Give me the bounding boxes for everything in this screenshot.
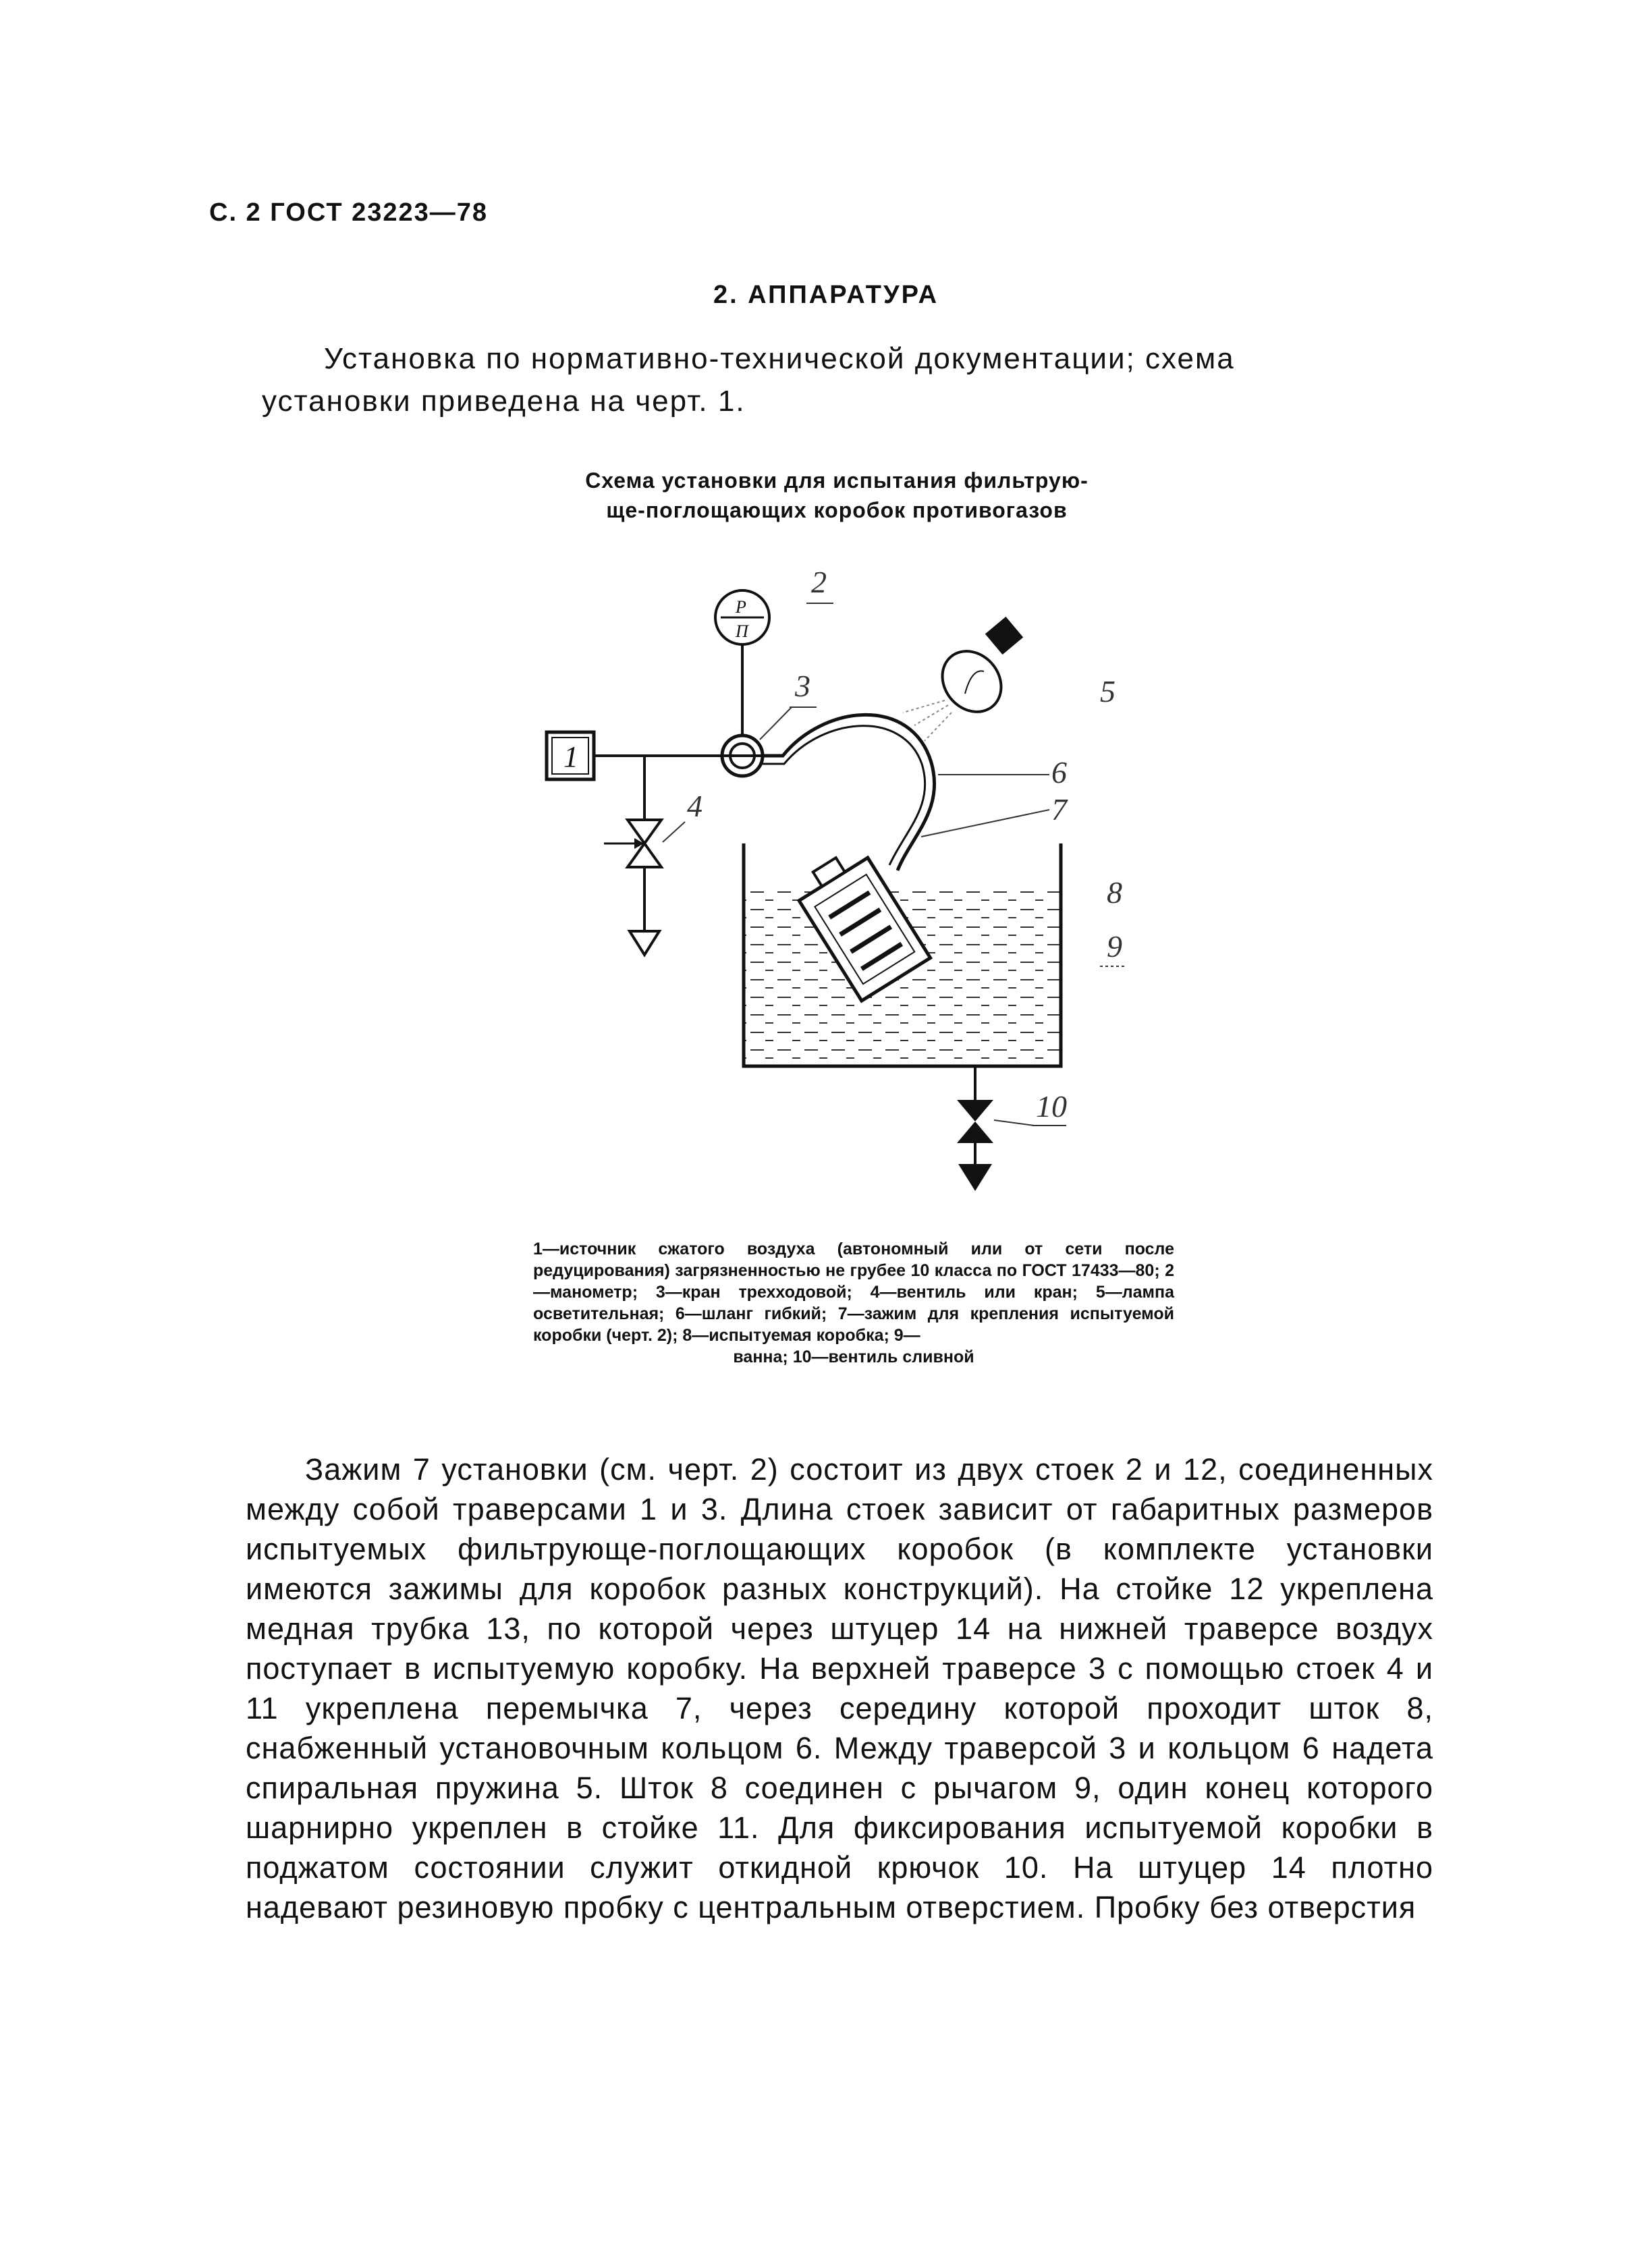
figure-title — [472, 466, 1201, 525]
label-3: 3 — [795, 669, 810, 703]
manometer-label-bottom: П — [736, 621, 748, 641]
intro-line-2: установки приведена на черт. 1. — [262, 385, 746, 418]
intro-paragraph — [262, 337, 1433, 422]
page-header — [209, 198, 488, 227]
drain-arrow-4 — [630, 931, 659, 955]
label-8: 8 — [1107, 875, 1122, 910]
label-9: 9 — [1107, 929, 1122, 964]
legend-last-line: ванна; 10—вентиль сливной — [733, 1348, 974, 1366]
figure-title-line-1: Схема установки для испытания фильтрую- — [585, 468, 1089, 493]
label-2: 2 — [811, 565, 827, 599]
intro-line-1: Установка по нормативно-технической документации; схема — [324, 342, 1235, 375]
legend-text: 1—источник сжатого воздуха (автономный или от сети после редуцирования) загрязненностью не грубее 10 класса по ГОСТ 17433—80; 2—манометр; 3—кран трехходовой; 4—вентиль или кран; 5—лампа осветительная; 6—шланг гибкий; 7—зажим для крепления испытуемой коробки (черт. 2); 8—испытуемая коробка; 9— — [533, 1240, 1174, 1345]
label-6: 6 — [1051, 755, 1067, 789]
valve-4-icon — [604, 820, 661, 867]
body-paragraph — [246, 1449, 1433, 1927]
apparatus-diagram — [533, 553, 1181, 1228]
standard-number: ГОСТ 23223—78 — [270, 198, 489, 227]
label-1: 1 — [563, 740, 578, 773]
manometer-icon — [715, 590, 769, 644]
flexible-hose — [763, 715, 935, 870]
drain-valve-icon — [957, 1100, 993, 1143]
page-number: С. 2 — [209, 198, 262, 227]
body-paragraph-text: Зажим 7 установки (см. черт. 2) состоит из двух стоек 2 и 12, соединенных между собой траверсами 1 и 3. Длина стоек зависит от габаритных размеров испытуемых фильтрующе-поглощающих коробок (в комплекте установки имеются зажимы для коробок разных конструкций). На стойке 12 укреплена медная трубка 13, по которой через штуцер 14 на нижней траверсе воздух поступает в испытуемую коробку. На верхней траверсе 3 с помощью стоек 4 и 11 укреплена перемычка 7, через середину которой проходит шток 8, снабженный установочным кольцом 6. Между траверсой 3 и кольцом 6 надета спиральная пружина 5. Шток 8 соединен с рычагом 9, один конец которого шарнирно укреплен в стойке 11. Для фиксирования испытуемой коробки в поджатом состоянии служит откидной крючок 10. На штуцер 14 плотно надевают резиновую пробку с центральным отверстием. Пробку без отверстия — [246, 1452, 1433, 1924]
figure-title-line-2: ще-поглощающих коробок противогазов — [606, 498, 1068, 522]
lamp-icon — [903, 617, 1023, 741]
manometer-label-top: Р — [736, 597, 746, 617]
label-5: 5 — [1100, 674, 1116, 709]
air-source-box — [547, 732, 594, 779]
label-4: 4 — [687, 789, 703, 823]
label-7: 7 — [1051, 792, 1067, 827]
three-way-valve-icon — [722, 736, 763, 776]
figure-legend — [533, 1238, 1174, 1368]
label-10: 10 — [1036, 1089, 1067, 1124]
section-title: 2. АППАРАТУРА — [713, 281, 939, 309]
drain-arrow-10 — [958, 1164, 992, 1191]
